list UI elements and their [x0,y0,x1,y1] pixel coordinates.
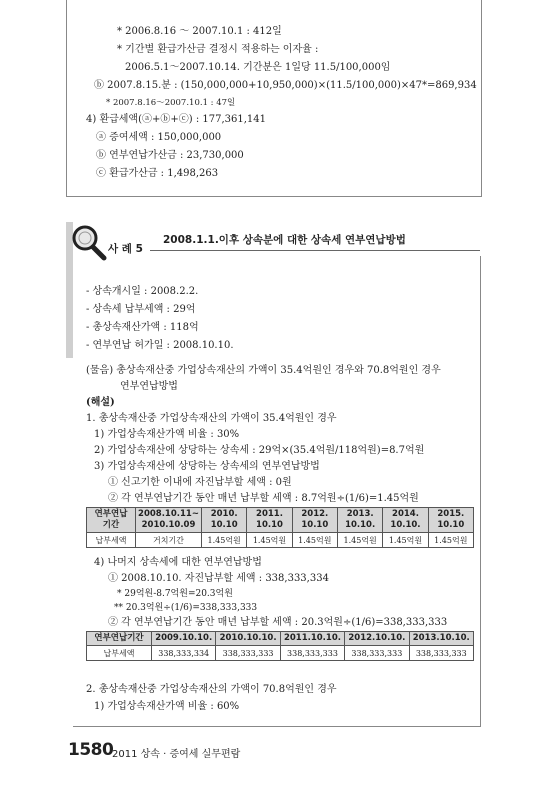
table-row [87,646,474,661]
table-cell: 거치기간 [136,533,202,548]
answer-line: 1. 총상속재산중 가업상속재산의 가액이 35.4억원인 경우 [86,413,337,424]
text-line: ⓑ 연부연납가산금 : 23,730,000 [96,150,244,161]
table-cell: 1.45억원 [337,533,382,548]
answer-line: ① 2008.10.10. 자진납부할 세액 : 338,333,334 [108,573,329,584]
answer-line: ① 신고기한 이내에 자진납부할 세액 : 0원 [108,477,292,488]
answer-line: ** 20.3억원÷(1/6)=338,333,333 [114,603,258,613]
answer-line: 2) 가업상속재산에 상당하는 상속세 : 29억×(35.4억원/118억원)=8.7억원 [94,445,425,456]
table-row [87,533,474,548]
question-line: (물음) 총상속재산중 가업상속재산의 가액이 35.4억원인 경우와 70.8억원인 경우 [86,365,441,376]
answer-heading: (해설) [86,397,115,408]
table-cell: 338,333,333 [216,646,280,661]
text-line: ⓐ 증여세액 : 150,000,000 [96,132,222,143]
table-header-cell: 2012.10.10. [345,632,409,646]
table-cell: 납부세액 [87,646,152,661]
table-header-cell: 2012. 10.10 [292,508,337,533]
answer-line: 1) 가업상속재산가액 비율 : 30% [94,429,240,440]
fact-item: - 총상속재산가액 : 118억 [86,322,199,333]
table-cell: 1.45억원 [292,533,337,548]
example-label: 사 례 5 [108,243,143,255]
table-header-cell: 2013.10.10. [409,632,473,646]
table-cell: 1.45억원 [383,533,428,548]
table-header-cell: 연부연납기간 [87,632,152,646]
question-line: 연부연납방법 [120,381,178,392]
title-rule [150,250,480,251]
text-line: ⓑ 2007.8.15.분 : (150,000,000+10,950,000)×(11.5/100,000)×47*=869,934 [94,80,477,91]
table-cell: 338,333,334 [152,646,216,661]
table-cell: 납부세액 [87,533,136,548]
table-header-cell: 2010.10.10. [216,632,280,646]
table-cell: 1.45억원 [428,533,473,548]
text-line: 2006.5.1～2007.10.14. 기간분은 1일당 11.5/100,000임 [125,62,391,73]
answer-line: 1) 가업상속재산가액 비율 : 60% [94,701,240,712]
table-header-cell: 2009.10.10. [152,632,216,646]
fact-item: - 상속세 납부세액 : 29억 [86,304,196,315]
table-header-cell: 2008.10.11~ 2010.10.09 [136,508,202,533]
installment-table-2 [86,631,474,661]
table-header-cell: 연부연납 기간 [87,508,136,533]
text-line: 4) 환급세액(ⓐ+ⓑ+ⓒ) : 177,361,141 [86,114,266,125]
text-line: ⓒ 환급가산금 : 1,498,263 [96,168,219,179]
page-number: 1580 [68,740,114,760]
answer-line: 3) 가업상속재산에 상당하는 상속세의 연부연납방법 [94,461,320,472]
table-cell: 1.45억원 [247,533,292,548]
table-header-cell: 2015. 10.10 [428,508,473,533]
installment-table-1 [86,507,474,548]
answer-line: ② 각 연부연납기간 동안 매년 납부할 세액 : 8.7억원÷(1/6)=1.45억원 [108,493,419,504]
fact-item: - 상속개시일 : 2008.2.2. [86,286,199,297]
table-header-cell: 2011. 10.10 [247,508,292,533]
fact-item: - 연부연납 허가일 : 2008.10.10. [86,340,234,351]
table-header-row [87,632,474,646]
text-line: * 2007.8.16～2007.10.1 : 47일 [106,98,236,108]
table-header-cell: 2011.10.10. [280,632,344,646]
table-cell: 338,333,333 [345,646,409,661]
answer-line: 2. 총상속재산중 가업상속재산의 가액이 70.8억원인 경우 [86,684,337,695]
table-header-cell: 2010. 10.10 [202,508,247,533]
table-cell: 1.45억원 [202,533,247,548]
table-header-cell: 2014. 10.10. [383,508,428,533]
book-title: 2011 상속 · 증여세 실무편람 [112,749,241,760]
table-header-cell: 2013. 10.10. [337,508,382,533]
text-line: * 2006.8.16 ～ 2007.10.1 : 412일 [117,26,282,37]
answer-line: ② 각 연부연납기간 동안 매년 납부할 세액 : 20.3억원÷(1/6)=338,333,333 [108,617,448,628]
table-cell: 338,333,333 [409,646,473,661]
answer-line: * 29억원-8.7억원=20.3억원 [117,589,233,599]
example-title: 2008.1.1.이후 상속분에 대한 상속세 연부연납방법 [163,234,406,246]
table-header-row [87,508,474,533]
table-cell: 338,333,333 [280,646,344,661]
answer-line: 4) 나머지 상속세에 대한 연부연납방법 [94,557,262,568]
text-line: * 기간별 환급가산금 결정시 적용하는 이자율 : [117,44,319,55]
